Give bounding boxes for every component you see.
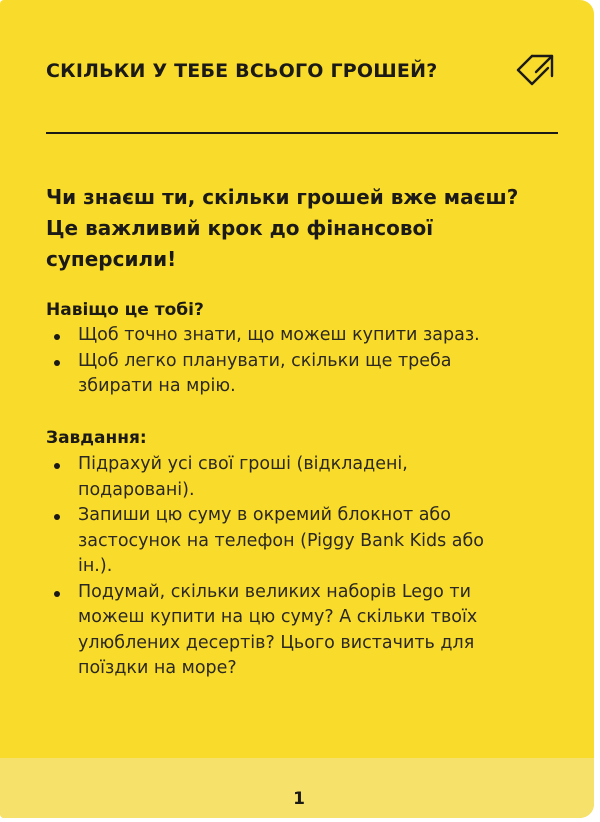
page-number: 1 [293, 789, 305, 809]
bullet-icon [54, 360, 60, 366]
task-heading: Завдання: [46, 428, 147, 448]
intro-line: суперсили! [46, 247, 177, 271]
task-item-line: застосунок на телефон (Piggy Bank Kids або [78, 530, 484, 551]
task-item-line: подаровані). [78, 479, 195, 500]
intro-text [46, 182, 576, 275]
trend-arrow-icon [512, 48, 558, 94]
intro-line: Чи знаєш ти, скільки грошей вже маєш? [46, 185, 519, 209]
intro-line: Це важливий крок до фінансової [46, 216, 434, 240]
bullet-icon [54, 591, 60, 597]
why-item [46, 323, 546, 349]
bullet-icon [54, 514, 60, 520]
task-item-line: улюблених десертів? Цього вистачить для [78, 632, 475, 653]
task-list [46, 452, 546, 682]
bullet-icon [54, 463, 60, 469]
card-title: СКІЛЬКИ У ТЕБЕ ВСЬОГО ГРОШЕЙ? [46, 60, 438, 82]
bullet-icon [54, 334, 60, 340]
task-item-line: можеш купити на цю суму? А скільки твоїх [78, 607, 478, 627]
why-list [46, 323, 546, 400]
why-item-line: збирати на мрію. [78, 376, 236, 396]
why-item-line: Щоб легко планувати, скільки ще треба [78, 350, 452, 371]
title-divider [46, 132, 558, 134]
task-item-line: Підрахуй усі свої гроші (відкладені, [78, 454, 408, 474]
task-item-line: Запиши цю суму в окремий блокнот або [78, 505, 451, 525]
task-item-line: поїздки на море? [78, 658, 237, 678]
why-item [46, 349, 546, 400]
task-item-line: ін.). [78, 556, 113, 576]
task-item-line: Подумай, скільки великих наборів Lego ти [78, 581, 471, 602]
task-item [46, 452, 546, 503]
task-item [46, 503, 546, 580]
why-item-line: Щоб точно знати, що можеш купити зараз. [78, 325, 480, 345]
footer-band [0, 758, 594, 818]
task-item [46, 580, 546, 682]
why-heading: Навіщо це тобі? [46, 300, 204, 320]
